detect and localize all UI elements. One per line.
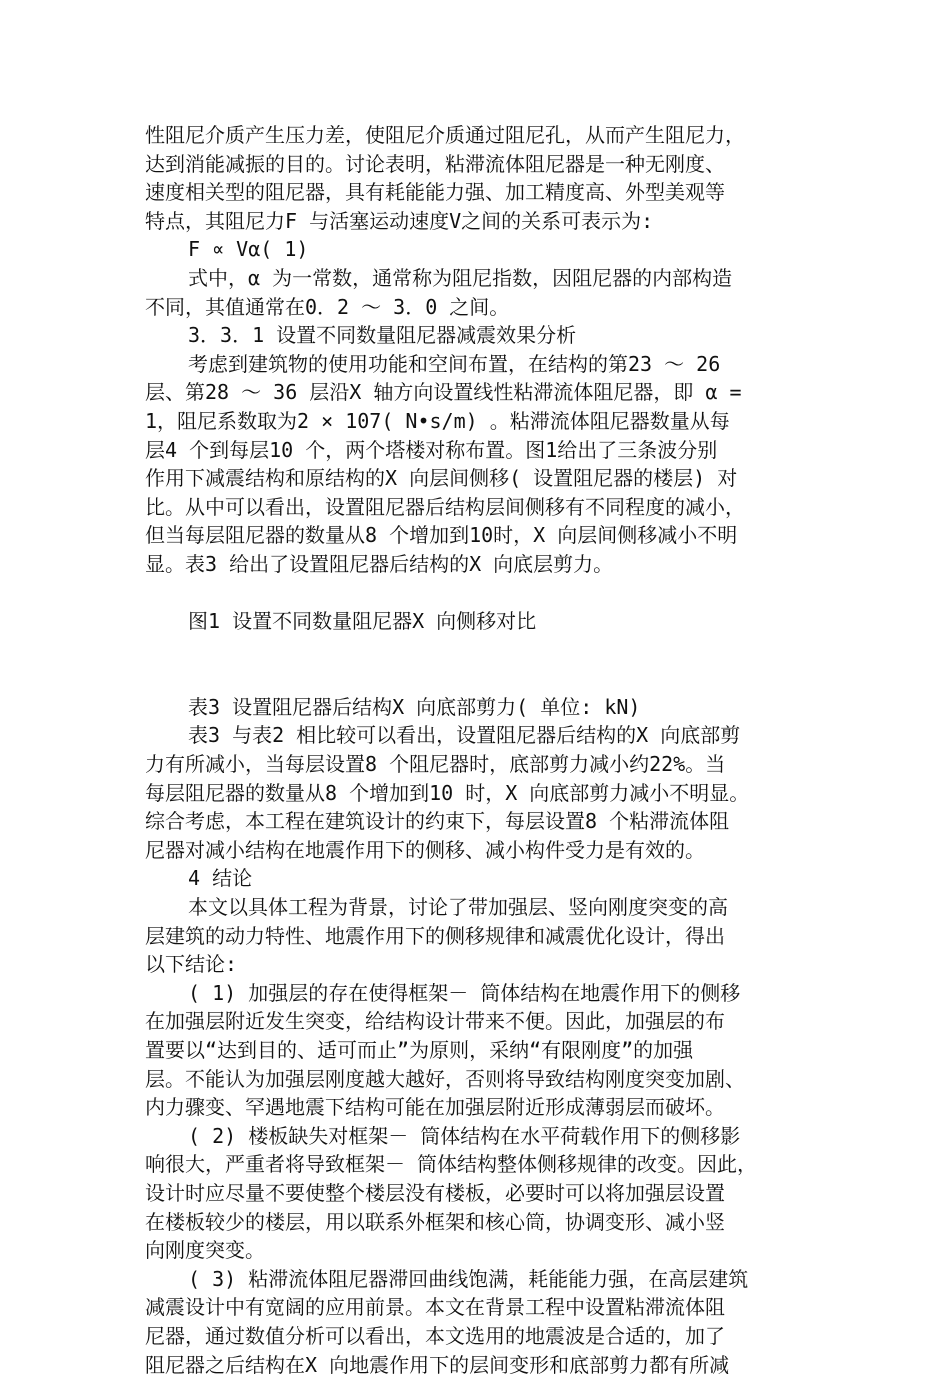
text-line: ( 2) 楼板缺失对框架－ 筒体结构在水平荷载作用下的侧移影: [188, 1123, 741, 1148]
text-line: ( 3) 粘滞流体阻尼器滞回曲线饱满，耗能能力强，在高层建筑: [188, 1266, 749, 1291]
text-line: 在楼板较少的楼层，用以联系外框架和核心筒，协调变形、减小竖: [145, 1209, 725, 1234]
text-line: 在加强层附近发生突变，给结构设计带来不便。因此，加强层的布: [145, 1009, 725, 1034]
text-line: 以下结论:: [145, 952, 238, 977]
text-line: 速度相关型的阻尼器，具有耗能能力强、加工精度高、外型美观等: [145, 180, 725, 205]
text-line: 尼器对减小结构在地震作用下的侧移、减小构件受力是有效的。: [145, 837, 705, 862]
text-line: 但当每层阻尼器的数量从8 个增加到10时，X 向层间侧移减小不明: [145, 523, 738, 548]
figure-caption: 图1 设置不同数量阻尼器X 向侧移对比: [188, 609, 537, 634]
text-line: 显。表3 给出了设置阻尼器后结构的X 向底层剪力。: [145, 551, 614, 576]
text-line: 本文以具体工程为背景，讨论了带加强层、竖向刚度突变的高: [188, 895, 728, 920]
text-line: 层。不能认为加强层刚度越大越好，否则将导致结构刚度突变加剧、: [145, 1066, 745, 1091]
text-line: 式中，α 为一常数，通常称为阻尼指数，因阻尼器的内部构造: [188, 265, 733, 290]
table-caption: 表3 设置阻尼器后结构X 向底部剪力( 单位: kN): [188, 694, 641, 719]
text-line: 比。从中可以看出，设置阻尼器后结构层间侧移有不同程度的减小，: [145, 494, 745, 519]
text-line: 层建筑的动力特性、地震作用下的侧移规律和减震优化设计，得出: [145, 923, 725, 948]
text-line: 内力骤变、罕遇地震下结构可能在加强层附近形成薄弱层而破坏。: [145, 1095, 725, 1120]
text-line: ( 1) 加强层的存在使得框架－ 筒体结构在地震作用下的侧移: [188, 980, 741, 1005]
text-line: 1，阻尼系数取为2 × 107( N•s/m) 。粘滞流体阻尼器数量从每: [145, 408, 730, 433]
text-line: 不同，其值通常在0．2 ～ 3．0 之间。: [145, 294, 510, 319]
section-heading: 4 结论: [188, 866, 253, 891]
section-heading: 3．3．1 设置不同数量阻尼器减震效果分析: [188, 323, 577, 348]
text-line: 特点，其阻尼力F 与活塞运动速度V之间的关系可表示为:: [145, 208, 654, 233]
text-line: 置要以“达到目的、适可而止”为原则，采纳“有限刚度”的加强: [145, 1038, 694, 1062]
text-line: 力有所减小，当每层设置8 个阻尼器时，底部剪力减小约22%。当: [145, 752, 726, 777]
text-line: 性阻尼介质产生压力差，使阻尼介质通过阻尼孔，从而产生阻尼力，: [145, 123, 745, 147]
formula-line: F ∝ Vα( 1): [188, 237, 309, 262]
text-line: 响很大，严重者将导致框架－ 筒体结构整体侧移规律的改变。因此，: [145, 1152, 758, 1177]
figure-gap: [145, 636, 825, 693]
text-line: 阻尼器之后结构在X 向地震作用下的层间变形和底部剪力都有所减: [145, 1352, 730, 1377]
text-line: 作用下减震结构和原结构的X 向层间侧移( 设置阻尼器的楼层) 对: [145, 466, 738, 491]
text-line: 每层阻尼器的数量从8 个增加到10 时，X 向底部剪力减小不明显。: [145, 780, 750, 805]
text-line: 层4 个到每层10 个，两个塔楼对称布置。图1给出了三条波分别: [145, 437, 718, 462]
text-line: 向刚度突变。: [145, 1238, 265, 1263]
text-line: 设计时应尽量不要使整个楼层没有楼板，必要时可以将加强层设置: [145, 1180, 725, 1205]
document-text: [145, 121, 825, 1379]
text-line: 表3 与表2 相比较可以看出，设置阻尼器后结构的X 向底部剪: [188, 723, 741, 748]
text-line: 尼器，通过数值分析可以看出，本文选用的地震波是合适的，加了: [145, 1323, 725, 1348]
text-line: 考虑到建筑物的使用功能和空间布置，在结构的第23 ～ 26: [188, 351, 721, 376]
text-line: 减震设计中有宽阔的应用前景。本文在背景工程中设置粘滞流体阻: [145, 1295, 725, 1320]
blank-line: [145, 579, 825, 608]
text-line: 层、第28 ～ 36 层沿X 轴方向设置线性粘滞流体阻尼器，即 α =: [145, 380, 742, 405]
text-line: 综合考虑，本工程在建筑设计的约束下，每层设置8 个粘滞流体阻: [145, 809, 730, 834]
text-line: 达到消能减振的目的。讨论表明，粘滞流体阻尼器是一种无刚度、: [145, 151, 725, 176]
